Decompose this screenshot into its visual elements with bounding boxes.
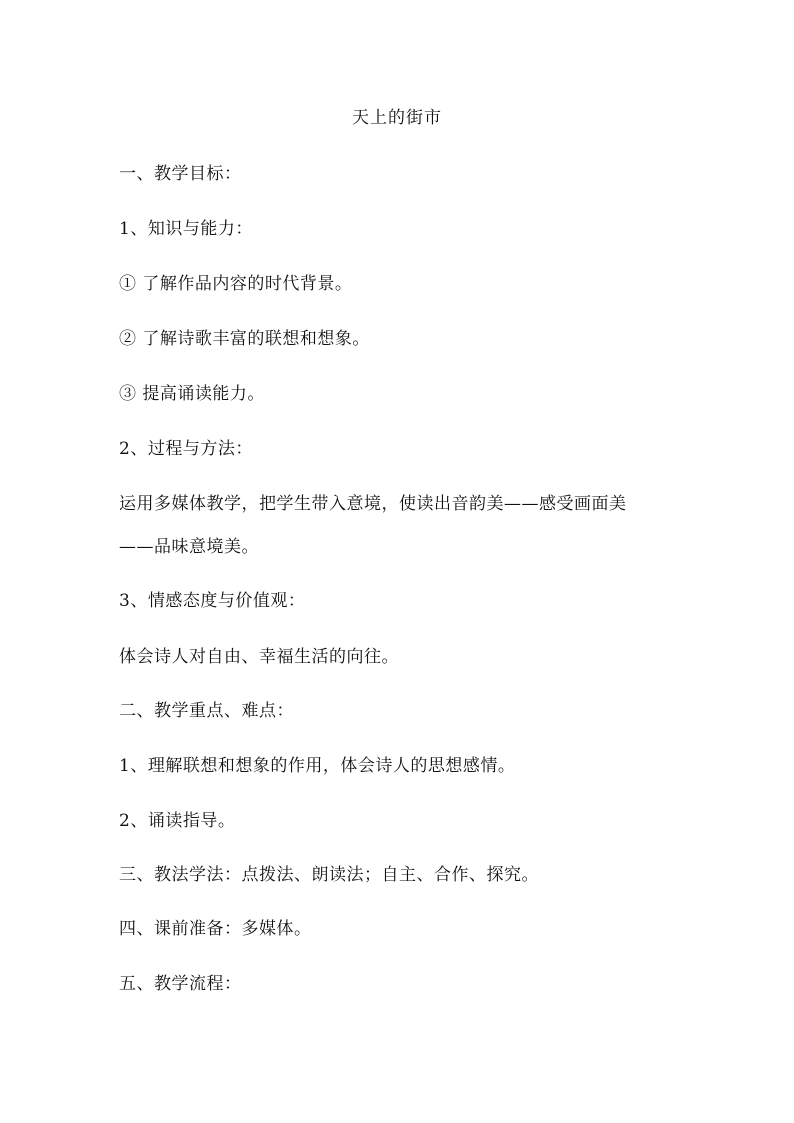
subheading-process-method: 2、过程与方法：	[119, 439, 253, 459]
section-heading-procedure: 五、教学流程：	[119, 974, 242, 994]
section-heading-key-points: 二、教学重点、难点：	[119, 701, 294, 721]
paragraph-line: ——品味意境美。	[119, 537, 259, 557]
list-item: ① 了解作品内容的时代背景。	[119, 274, 353, 294]
section-heading-methods: 三、教法学法：点拨法、朗读法；自主、合作、探究。	[119, 865, 539, 885]
list-item: 2、诵读指导。	[119, 811, 236, 831]
list-item: ③ 提高诵读能力。	[119, 384, 265, 404]
document-title: 天上的街市	[352, 108, 442, 128]
section-heading-preparation: 四、课前准备：多媒体。	[119, 919, 312, 939]
paragraph-line: 运用多媒体教学，把学生带入意境，使读出音韵美——感受画面美	[119, 494, 627, 514]
subheading-knowledge-ability: 1、知识与能力：	[119, 219, 253, 239]
list-item: ② 了解诗歌丰富的联想和想象。	[119, 329, 370, 349]
section-heading-objectives: 一、教学目标：	[119, 164, 242, 184]
subheading-emotion-values: 3、情感态度与价值观：	[119, 591, 306, 611]
paragraph-line: 体会诗人对自由、幸福生活的向往。	[119, 647, 399, 667]
list-item: 1、理解联想和想象的作用，体会诗人的思想感情。	[119, 756, 516, 776]
